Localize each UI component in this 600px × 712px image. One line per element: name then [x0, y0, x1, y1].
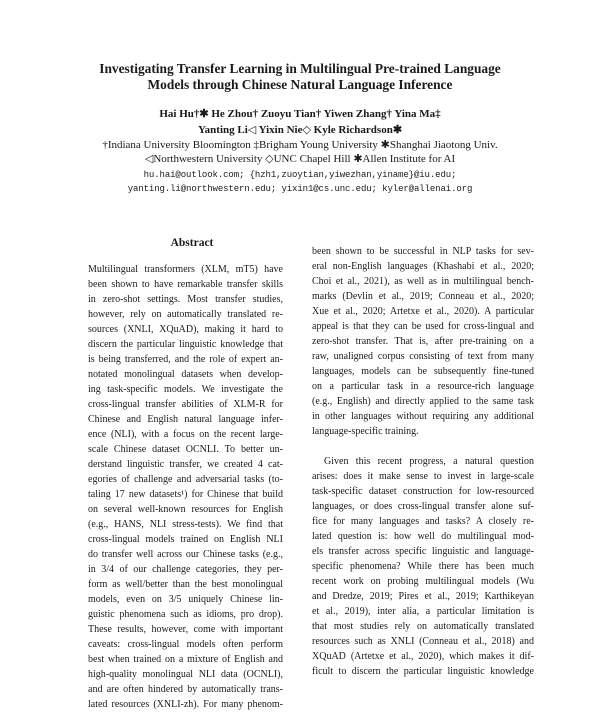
body-line: zero-shot transfer. That is, after pre-training on a: [312, 336, 534, 347]
body-line: on a particular task in a resource-rich language: [312, 381, 534, 392]
abstract-line: discern the particular linguistic knowledge that: [88, 339, 283, 350]
abstract-line: been shown to have remarkable transfer skills: [88, 279, 283, 290]
body-line: XQuAD (Artetxe et al., 2020), which makes it dif-: [312, 651, 534, 662]
body-line: in other languages without requiring any additional: [312, 411, 534, 422]
body-line: recent work on probing multilingual models (Wu: [312, 576, 534, 587]
abstract-line: Chinese and English natural language infer-: [88, 414, 283, 425]
body-line: language-specific training.: [312, 426, 419, 437]
body-line: lated question is: how well do multilingual mod-: [312, 531, 534, 542]
body-line: els transfer across specific linguistic and language-: [312, 546, 534, 557]
body-line: fice for many languages and tasks? A closely re-: [312, 516, 534, 527]
abstract-line: notated monolingual datasets when develop-: [88, 369, 283, 380]
body-line: (e.g., English) and directly applied to the same task: [312, 396, 534, 407]
body-line: et al., 2019), inter alia, a particular limitation is: [312, 606, 534, 617]
abstract-line: egories of challenge and adversarial tasks (to-: [88, 474, 283, 485]
authors-line-2: Yanting Li◁ Yixin Nie◇ Kyle Richardson✱: [197, 124, 403, 136]
abstract-line: These results, however, come with important: [88, 624, 283, 635]
abstract-line: models, even on 3/5 uniquely Chinese lin-: [88, 594, 283, 605]
abstract-line: form as well/better than the best monolingual: [88, 579, 283, 590]
body-line: ficult to discern the particular linguistic knowledge: [312, 666, 534, 677]
body-line: Choi et al., 2021), as well as in multilingual bench-: [312, 276, 534, 287]
body-line: languages, models can be subsequently fine-tuned: [312, 366, 534, 377]
abstract-line: cross-lingual transfer abilities of XLM-R for: [88, 399, 283, 410]
body-line: Xue et al., 2020; Artetxe et al., 2020). A particular: [312, 306, 534, 317]
abstract-line: on several well-known resources for English: [88, 504, 283, 515]
body-line: resources such as XNLI (Conneau et al., 2018) and: [312, 636, 534, 647]
body-line: specific phenomena? While there has been much: [312, 561, 534, 572]
body-line: raw, unaligned corpus consisting of text from many: [312, 351, 534, 362]
abstract-line: lated resources (XNLI-zh). For many phenom-: [88, 699, 283, 710]
affiliations-line-1: †Indiana University Bloomington ‡Brigham Young University ✱Shanghai Jiaotong Univ.: [102, 139, 498, 151]
body-line: arises: does it make sense to invest in large-scale: [312, 471, 534, 482]
body-line: marks (Devlin et al., 2019; Conneau et al., 2020;: [312, 291, 534, 302]
body-line: appeal is that they can be used for cross-lingual and: [312, 321, 534, 332]
abstract-line: sources (XNLI, XQuAD), making it hard to: [88, 324, 283, 335]
body-line: and Dredze, 2019; Pires et al., 2019; Karthikeyan: [312, 591, 534, 602]
title-line-2: Models through Chinese Natural Language Inference: [147, 77, 453, 92]
abstract-line: Multilingual transformers (XLM, mT5) have: [88, 264, 283, 275]
paper-title: [40, 61, 560, 93]
abstract-line: do transfer well across our Chinese tasks (e.g.,: [88, 549, 283, 560]
abstract-line: guistic phenomena such as idioms, pro drop).: [88, 609, 283, 620]
intro-body: [312, 244, 534, 679]
abstract-line: and are often hindered by automatically trans-: [88, 684, 283, 695]
affiliations-line-2: ◁Northwestern University ◇UNC Chapel Hill ✱Allen Institute for AI: [144, 153, 456, 165]
abstract-line: however, rely on automatically translated re-: [88, 309, 283, 320]
abstract-line: in zero-shot settings. Most transfer studies,: [88, 294, 283, 305]
body-line: that most studies rely on automatically translated: [312, 621, 534, 632]
abstract-line: cross-lingual models trained on English NLI: [88, 534, 283, 545]
abstract-body: [88, 262, 283, 712]
body-line: eral non-English languages (Khashabi et al., 2020;: [312, 261, 534, 272]
emails-line-1: hu.hai@outlook.com; {hzh1,zuoytian,yiwezhan,yiname}@iu.edu;: [143, 170, 457, 180]
emails-line-2: yanting.li@northwestern.edu; yixin1@cs.unc.edu; kyler@allenai.org: [127, 184, 473, 194]
abstract-line: best when trained on a mixture of English and: [88, 654, 283, 665]
abstract-line: high-quality monolingual NLI data (OCNLI),: [88, 669, 283, 680]
abstract-line: (e.g., HANS, NLI stress-tests). We find that: [88, 519, 283, 530]
abstract-heading: Abstract: [170, 237, 214, 249]
abstract-line: in 3/4 of our challenge categories, they per-: [88, 564, 283, 575]
body-line: languages, or does cross-lingual transfer alone suf-: [312, 501, 534, 512]
abstract-line: derstand linguistic transfer, we created 4 cat-: [88, 459, 283, 470]
authors-line-1: Hai Hu†✱ He Zhou† Zuoyu Tian† Yiwen Zhang† Yina Ma‡: [159, 108, 441, 120]
abstract-line: is being transferred, and the role of expert an-: [88, 354, 283, 365]
abstract-line: scale Chinese dataset OCNLI. To better un-: [88, 444, 283, 455]
body-line: task-specific dataset construction for low-resourced: [312, 486, 534, 497]
abstract-line: ing task-specific models. We investigate the: [88, 384, 283, 395]
paragraph-gap: [312, 439, 534, 454]
abstract-line: caveats: cross-lingual models often perform: [88, 639, 283, 650]
abstract-line: taling 17 new datasets¹) for Chinese that build: [88, 489, 283, 500]
body-line: been shown to be successful in NLP tasks for sev-: [312, 246, 534, 257]
title-line-1: Investigating Transfer Learning in Multilingual Pre-trained Language: [99, 61, 501, 76]
abstract-line: ence (NLI), with a focus on the recent large-: [88, 429, 283, 440]
body-line: Given this recent progress, a natural question: [324, 456, 534, 467]
